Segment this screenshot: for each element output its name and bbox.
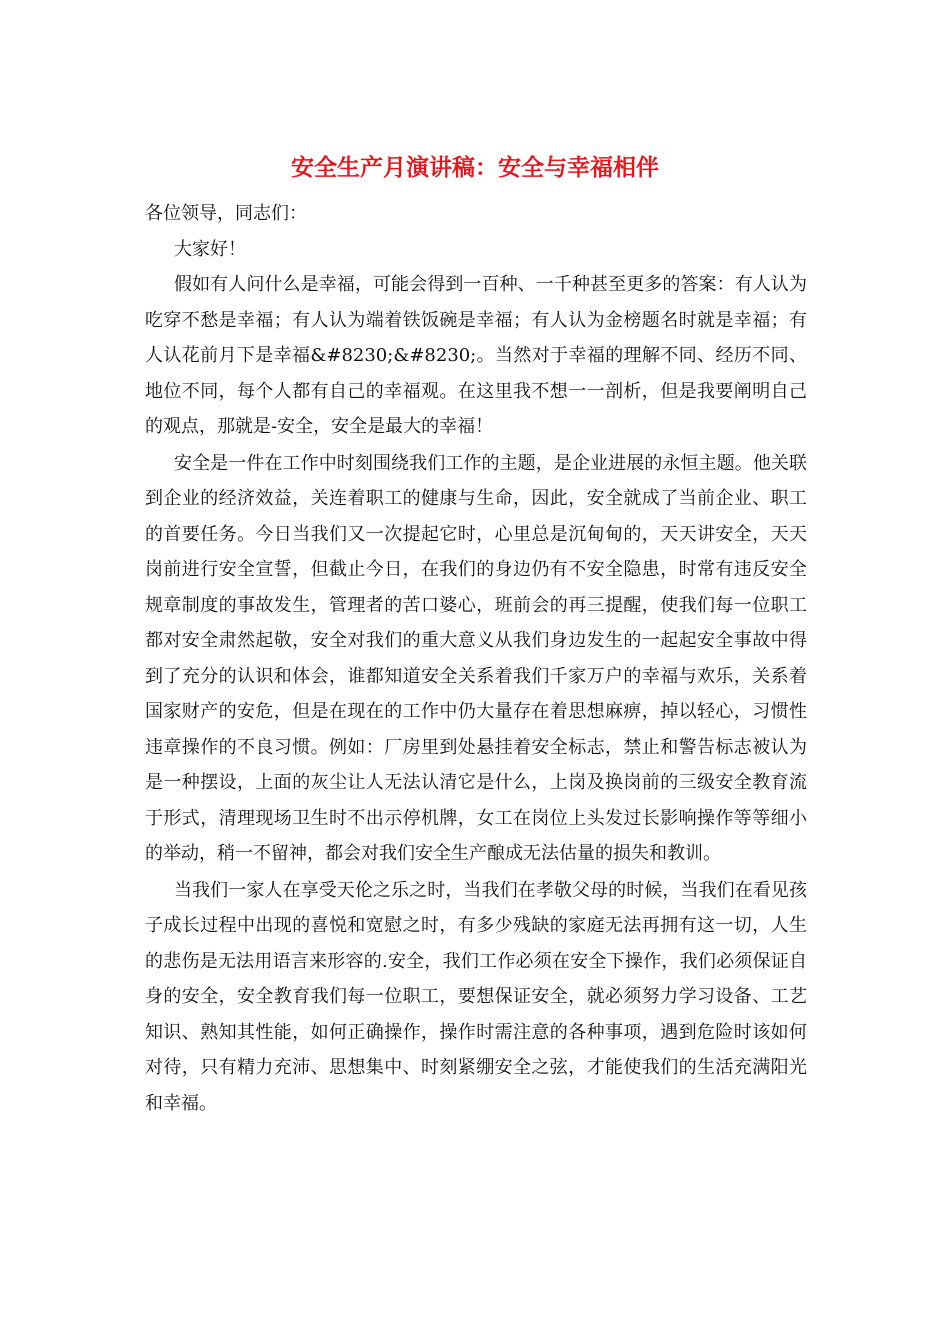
document-body	[145, 196, 807, 1121]
document-title: 安全生产月演讲稿：安全与幸福相伴	[291, 154, 659, 181]
paragraph-family: 当我们一家人在享受天伦之乐之时，当我们在孝敬父母的时候，当我们在看见孩子成长过程中出现的喜悦和宽慰之时，有多少残缺的家庭无法再拥有这一切，人生的悲伤是无法用语言来形容的.安全，我们工作必须在安全下操作，我们必须保证自身的安全，安全教育我们每一位职工，要想保证安全，就必须努力学习设备、工艺知识、熟知其性能，如何正确操作，操作时需注意的各种事项，遇到危险时该如何对待，只有精力充沛、思想集中、时刻紧绷安全之弦，才能使我们的生活充满阳光和幸福。	[145, 879, 807, 1114]
paragraph-happiness: 假如有人问什么是幸福，可能会得到一百种、一千种甚至更多的答案：有人认为吃穿不愁是幸福；有人认为端着铁饭碗是幸福；有人认为金榜题名时就是幸福；有人认花前月下是幸福&#8230;&#8230;。当然对于幸福的理解不同、经历不同、地位不同，每个人都有自己的幸福观。在这里我不想一一剖析，但是我要阐明自己的观点，那就是-安全，安全是最大的幸福！	[145, 274, 807, 437]
paragraph-greeting: 大家好！	[174, 238, 246, 260]
paragraph-safety-theme: 安全是一件在工作中时刻围绕我们工作的主题，是企业进展的永恒主题。他关联到企业的经济效益，关连着职工的健康与生命，因此，安全就成了当前企业、职工的首要任务。今日当我们又一次提起它时，心里总是沉甸甸的，天天讲安全，天天岗前进行安全宣誓，但截止今日，在我们的身边仍有不安全隐患，时常有违反安全规章制度的事故发生，管理者的苦口婆心，班前会的再三提醒，使我们每一位职工都对安全肃然起敬，安全对我们的重大意义从我们身边发生的一起起安全事故中得到了充分的认识和体会，谁都知道安全关系着我们千家万户的幸福与欢乐，关系着国家财产的安危，但是在现在的工作中仍大量存在着思想麻痹，掉以轻心，习惯性违章操作的不良习惯。例如：厂房里到处悬挂着安全标志，禁止和警告标志被认为是一种摆设，上面的灰尘让人无法认清它是什么，上岗及换岗前的三级安全教育流于形式，清理现场卫生时不出示停机牌，女工在岗位上头发过长影响操作等等细小的举动，稍一不留神，都会对我们安全生产酿成无法估量的损失和教训。	[145, 452, 807, 864]
salutation: 各位领导，同志们：	[145, 203, 307, 224]
